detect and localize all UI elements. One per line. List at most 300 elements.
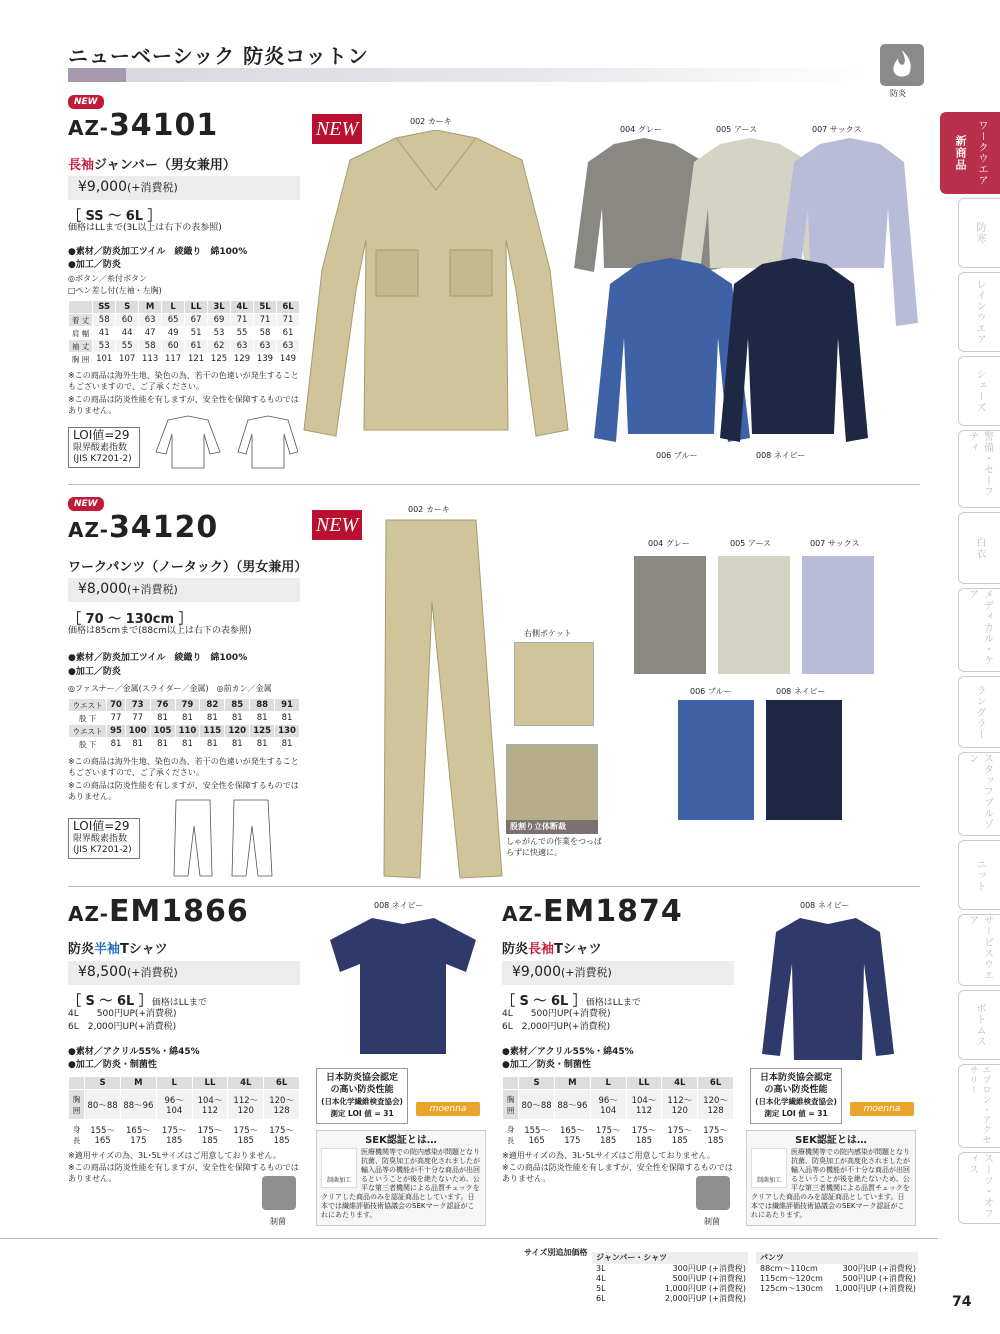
pocket-label: 右側ポケット — [524, 629, 572, 638]
size-up-6l: 6L 2,000円UP(+消費税) — [502, 1022, 611, 1032]
page-number: 74 — [952, 1294, 972, 1310]
table-cell: 81 — [250, 712, 275, 725]
tab-cold[interactable]: 防寒 — [958, 198, 1000, 268]
table-cell: 41 — [93, 327, 116, 340]
color-blue: 006 ブルー — [656, 451, 698, 460]
tab-wrangler[interactable]: ラングラー — [958, 676, 1000, 748]
table-cell: 155〜165 — [519, 1120, 555, 1150]
table-cell: 175〜185 — [698, 1120, 734, 1150]
cert-line2: の高い防炎性能 — [330, 1085, 394, 1095]
table-cell: 81 — [150, 712, 175, 725]
table-cell: 58 — [139, 340, 162, 353]
table-cell: 胸 囲 — [69, 1090, 85, 1120]
table-cell: 88〜96 — [554, 1090, 590, 1120]
table-cell: 81 — [175, 738, 200, 751]
table-cell: 79 — [175, 699, 200, 712]
header-bar — [68, 68, 868, 82]
product-name-highlight: 長袖 — [68, 158, 95, 173]
table-cell: ウエスト — [69, 699, 107, 712]
table-cell: 77 — [107, 712, 125, 725]
model-number — [68, 108, 218, 143]
note-size: ※適用サイズの為、3L･5Lサイズはご用意しておりません。 — [68, 1151, 281, 1160]
table-cell: S — [519, 1077, 555, 1090]
tab-bottoms[interactable]: ボトムス — [958, 990, 1000, 1060]
antibacterial-icon — [262, 1176, 296, 1210]
table-cell: 500円UP (+消費税) — [842, 1274, 916, 1283]
table-cell: 130 — [275, 725, 300, 738]
model-number — [68, 510, 218, 545]
table-cell: 88cm～110cm — [760, 1264, 818, 1273]
product-name: ワークパンツ（ノータック）（男女兼用） — [68, 560, 308, 575]
cert-line1: 日本防炎協会認定 — [325, 1073, 398, 1083]
cert-box — [316, 1068, 408, 1124]
table-cell: 49 — [162, 327, 185, 340]
table-cell: 1,000円UP (+消費税) — [834, 1284, 916, 1293]
price: ¥8,000 — [78, 581, 127, 597]
table-cell: 61 — [276, 327, 299, 340]
new-sticker: NEW — [312, 510, 362, 540]
new-product-label: 新商品 — [954, 135, 967, 171]
table-cell: 125 — [208, 353, 231, 366]
spec-process: ●加工／防炎・制菌性 — [502, 1060, 591, 1070]
table-cell: 71 — [276, 314, 299, 327]
spec-material: ●素材／アクリル55%・綿45% — [502, 1047, 634, 1057]
table-cell: 81 — [175, 712, 200, 725]
table-cell: 81 — [275, 712, 300, 725]
table-cell: 80〜88 — [85, 1090, 121, 1120]
color-navy: 008 ネイビー — [776, 687, 826, 696]
model-prefix: AZ- — [68, 518, 109, 542]
table-cell: 胸 囲 — [69, 353, 93, 366]
table-cell: 着 丈 — [69, 314, 93, 327]
note-safety: ※この商品は防炎性能を有しますが、安全性を保障するものではありません。 — [68, 1163, 299, 1183]
spec-material: ●素材／アクリル55%・綿45% — [68, 1047, 200, 1057]
color-main: 002 カーキ — [408, 505, 450, 514]
product-name — [502, 938, 602, 957]
table-cell: 肩 幅 — [69, 327, 93, 340]
table-cell: 67 — [185, 314, 208, 327]
table-cell: 71 — [254, 314, 277, 327]
price-tax: (+消費税) — [561, 966, 612, 979]
table-cell: 175〜185 — [228, 1120, 264, 1150]
sek-body: 医療機関等での院内感染が問題となり抗菌、防臭加工が高度化されましたが輸入品等の機能が不十分な商品が出回るということが後を絶たないため、公平な第三者機関による品質チェックをクリアした商品のみを認証商品としています。日本では繊維評価技術協議会のSEKマーク認証がこれにあたります。 — [321, 1148, 480, 1219]
moenna-logo: moenna — [850, 1102, 914, 1116]
cert-line4: 測定 LOI 値 = 31 — [330, 1109, 394, 1118]
table-cell: 44 — [116, 327, 139, 340]
table-cell: S — [116, 301, 139, 314]
table-cell: 112〜120 — [662, 1090, 698, 1120]
table-cell: 85 — [225, 699, 250, 712]
loi-box — [68, 818, 140, 859]
table-cell — [69, 301, 93, 314]
footer-col2 — [760, 1264, 916, 1294]
table-cell: 身 長 — [69, 1120, 85, 1150]
loi-box — [68, 427, 140, 468]
table-cell: 胸 囲 — [503, 1090, 519, 1120]
footer-divider — [0, 1238, 938, 1239]
table-cell: 82 — [200, 699, 225, 712]
note-color: ※この商品は海外生地、染色の為、若干の色違いが発生することもございますので、ご了承ください。 — [68, 757, 299, 777]
cert-box — [750, 1068, 842, 1124]
pants-earth — [718, 556, 790, 674]
color-sax: 007 サックス — [812, 125, 862, 134]
spec-process: ●加工／防炎 — [68, 667, 121, 677]
sek-badge: 制菌加工 — [321, 1148, 357, 1188]
pants-blue — [678, 700, 754, 820]
tab-safety[interactable]: 警備・セーフティ — [958, 430, 1000, 508]
size-range: ［ S ～ 6L ］ — [68, 994, 152, 1009]
table-cell: 300円UP (+消費税) — [672, 1264, 746, 1273]
tab-shoes[interactable]: シューズ — [958, 356, 1000, 426]
table-cell: 300円UP (+消費税) — [842, 1264, 916, 1273]
table-cell: 115cm～120cm — [760, 1274, 823, 1283]
table-cell: 69 — [208, 314, 231, 327]
pants-navy — [766, 700, 842, 820]
table-cell: 60 — [116, 314, 139, 327]
price-tax: (+消費税) — [127, 966, 178, 979]
table-cell: 4L — [228, 1077, 264, 1090]
tab-whitecoat[interactable]: 白衣 — [958, 512, 1000, 584]
longsleeve-navy — [760, 914, 896, 1064]
loi-standard: (JIS K7201-2) — [73, 454, 132, 464]
table-cell: 115 — [200, 725, 225, 738]
model-prefix: AZ- — [68, 116, 109, 140]
color-navy: 008 ネイビー — [374, 901, 424, 910]
color-main: 002 カーキ — [410, 117, 452, 126]
table-cell: 80〜88 — [519, 1090, 555, 1120]
table-cell: 63 — [254, 340, 277, 353]
table-cell: 121 — [185, 353, 208, 366]
footer-col1 — [596, 1264, 746, 1304]
size-table — [68, 1076, 300, 1150]
table-cell: 175〜185 — [662, 1120, 698, 1150]
table-cell: 1,000円UP (+消費税) — [664, 1284, 746, 1293]
table-cell: 77 — [125, 712, 150, 725]
note-safety: ※この商品は防炎性能を有しますが、安全性を保障するものではありません。 — [502, 1163, 733, 1183]
loi-value: LOI値=29 — [73, 819, 130, 833]
footer-label: サイズ別追加価格 — [524, 1248, 588, 1257]
product-name-highlight: 半袖 — [94, 942, 121, 957]
table-cell: 112〜120 — [228, 1090, 264, 1120]
table-cell: 81 — [107, 738, 125, 751]
table-cell: 105 — [150, 725, 175, 738]
table-cell: 175〜185 — [192, 1120, 228, 1150]
table-cell: ウエスト — [69, 725, 107, 738]
table-cell: 120〜128 — [264, 1090, 300, 1120]
model-prefix: AZ- — [502, 902, 543, 926]
size-table — [68, 300, 300, 366]
jacket-line-drawing — [148, 412, 298, 474]
model-num: EM1866 — [108, 894, 249, 929]
table-cell: 101 — [93, 353, 116, 366]
tab-workwear-label: ワークウエア — [976, 120, 987, 186]
size-note: 価格はLLまで — [151, 998, 207, 1008]
table-cell: 55 — [231, 327, 254, 340]
table-cell: 110 — [175, 725, 200, 738]
table-cell: 6L — [596, 1294, 606, 1303]
product-name-post: Tシャツ — [554, 942, 602, 957]
size-up-6l: 6L 2,000円UP(+消費税) — [68, 1022, 177, 1032]
tab-workwear[interactable] — [940, 112, 1000, 194]
color-earth: 005 アース — [730, 539, 772, 548]
model-num: 34101 — [108, 108, 219, 143]
model-num: 34120 — [108, 510, 219, 545]
size-table — [502, 1076, 734, 1150]
table-cell: 73 — [125, 699, 150, 712]
table-cell: 5L — [254, 301, 277, 314]
product-name — [68, 938, 168, 957]
table-cell: 149 — [276, 353, 299, 366]
pants-khaki — [380, 512, 510, 882]
table-cell: 175〜185 — [156, 1120, 192, 1150]
table-cell: 65 — [162, 314, 185, 327]
color-gray: 004 グレー — [648, 539, 690, 548]
table-cell: 51 — [185, 327, 208, 340]
table-cell: 53 — [208, 327, 231, 340]
table-cell: 91 — [275, 699, 300, 712]
table-cell: 129 — [231, 353, 254, 366]
model-num: EM1874 — [542, 894, 683, 929]
table-cell: 175〜185 — [590, 1120, 626, 1150]
table-cell: 58 — [254, 327, 277, 340]
loi-standard: (JIS K7201-2) — [73, 845, 132, 855]
table-cell: LL — [192, 1077, 228, 1090]
price-box — [68, 578, 300, 602]
moenna-logo: moenna — [416, 1102, 480, 1116]
tab-suit[interactable]: スーツ・オフィス — [958, 1152, 1000, 1224]
sek-title: SEK認証とは… — [365, 1135, 437, 1146]
table-cell: 身 長 — [503, 1120, 519, 1150]
pants-line-drawing — [168, 796, 288, 880]
table-cell: 70 — [107, 699, 125, 712]
spec-process: ●加工／防炎・制菌性 — [68, 1060, 157, 1070]
table-cell — [69, 1077, 85, 1090]
table-cell: 53 — [93, 340, 116, 353]
tab-staff[interactable]: スタッフブルゾン — [958, 752, 1000, 836]
color-gray: 004 グレー — [620, 125, 662, 134]
table-cell: 81 — [250, 738, 275, 751]
table-cell: L — [156, 1077, 192, 1090]
loi-label: 限界酸素指数 — [73, 834, 128, 844]
color-sax: 007 サックス — [810, 539, 860, 548]
table-cell: 3L — [208, 301, 231, 314]
table-cell: 117 — [162, 353, 185, 366]
section-divider — [68, 886, 920, 887]
product-name-highlight: 長袖 — [528, 942, 555, 957]
tab-medical[interactable]: メディカル・ケア — [958, 588, 1000, 672]
new-sticker: NEW — [312, 114, 362, 144]
table-cell: SS — [93, 301, 116, 314]
antibacterial-label: 制菌 — [270, 1217, 286, 1226]
size-up-4l: 4L 500円UP(+消費税) — [68, 1009, 177, 1019]
cert-line2: の高い防炎性能 — [764, 1085, 828, 1095]
price-box — [68, 961, 300, 985]
table-cell: 120 — [225, 725, 250, 738]
table-cell: M — [139, 301, 162, 314]
product-name-pre: 防炎 — [502, 942, 529, 957]
table-cell: 88 — [250, 699, 275, 712]
tshirt-navy — [328, 914, 478, 1060]
product-name-pre: 防炎 — [68, 942, 95, 957]
table-cell: 袖 丈 — [69, 340, 93, 353]
loi-value: LOI値=29 — [73, 428, 130, 442]
size-range: ［ SS ～ 6L ］ — [68, 209, 161, 224]
size-up-4l: 4L 500円UP(+消費税) — [502, 1009, 611, 1019]
table-cell: 5L — [596, 1284, 606, 1293]
table-cell: 125cm～130cm — [760, 1284, 823, 1293]
table-cell: 60 — [162, 340, 185, 353]
table-cell: 104〜112 — [626, 1090, 662, 1120]
price-tax: (+消費税) — [127, 583, 178, 596]
table-cell: 4L — [231, 301, 254, 314]
table-cell: 175〜185 — [626, 1120, 662, 1150]
table-cell: 120〜128 — [698, 1090, 734, 1120]
spec-process: ●加工／防炎 — [68, 260, 121, 270]
pants-gray — [634, 556, 706, 674]
header-bar-accent — [68, 68, 126, 82]
table-cell: 81 — [225, 738, 250, 751]
table-cell: 63 — [139, 314, 162, 327]
pocket-photo — [514, 642, 594, 726]
table-cell: L — [162, 301, 185, 314]
table-cell: 81 — [150, 738, 175, 751]
table-cell: LL — [185, 301, 208, 314]
table-cell: 47 — [139, 327, 162, 340]
knee-label: 股割り立体断裁 — [506, 820, 598, 834]
table-cell: 股 下 — [69, 712, 107, 725]
table-cell: 股 下 — [69, 738, 107, 751]
table-cell: LL — [626, 1077, 662, 1090]
table-cell: 88〜96 — [120, 1090, 156, 1120]
footer-col1-title: ジャンパー・シャツ — [592, 1252, 748, 1264]
table-cell: 62 — [208, 340, 231, 353]
cert-line3: (日本化学繊維検査協会) — [755, 1097, 837, 1106]
table-cell: M — [554, 1077, 590, 1090]
table-cell: 104〜112 — [192, 1090, 228, 1120]
table-cell: S — [85, 1077, 121, 1090]
note-safety: ※この商品は防炎性能を有しますが、安全性を保障するものではありません。 — [68, 781, 299, 801]
table-cell: 81 — [275, 738, 300, 751]
spec-pen: □ペン差し付(左袖・左胸) — [68, 286, 162, 295]
section-divider — [68, 484, 920, 485]
tab-rain[interactable]: レインウエア — [958, 272, 1000, 352]
table-cell: 4L — [662, 1077, 698, 1090]
table-cell: 63 — [276, 340, 299, 353]
product-name-rest: ジャンバー（男女兼用） — [94, 158, 236, 173]
sek-badge: 制菌加工 — [751, 1148, 787, 1188]
knee-desc: しゃがんでの作業をつっぱらずに快適に。 — [506, 837, 602, 857]
table-cell — [503, 1077, 519, 1090]
sek-title: SEK認証とは… — [795, 1135, 867, 1146]
cert-line1: 日本防炎協会認定 — [759, 1073, 832, 1083]
table-cell: 6L — [698, 1077, 734, 1090]
footer-col2-title: パンツ — [756, 1252, 918, 1264]
size-line — [502, 990, 641, 1010]
table-cell: 76 — [150, 699, 175, 712]
size-note: 価格は85cmまで(88cm以上は右下の表参照) — [68, 626, 252, 636]
price-box — [502, 961, 734, 985]
model-number — [68, 894, 249, 929]
model-prefix: AZ- — [68, 902, 109, 926]
table-cell: 4L — [596, 1274, 606, 1283]
tab-knit[interactable]: ニット — [958, 840, 1000, 910]
table-cell: 6L — [276, 301, 299, 314]
note-safety: ※この商品は防炎性能を有しますが、安全性を保障するものではありません。 — [68, 395, 299, 415]
sek-box — [746, 1130, 916, 1226]
size-line — [68, 990, 207, 1010]
table-cell: 500円UP (+消費税) — [672, 1274, 746, 1283]
spec-zipper: ◎ファスナー／金属(スライダー／金属) ◎前カン／金属 — [68, 684, 272, 693]
table-cell: 81 — [225, 712, 250, 725]
size-note: 価格はLLまで — [585, 998, 641, 1008]
table-cell: 155〜165 — [85, 1120, 121, 1150]
table-cell: 139 — [254, 353, 277, 366]
table-cell: 125 — [250, 725, 275, 738]
jacket-khaki — [300, 130, 572, 452]
table-cell: 100 — [125, 725, 150, 738]
table-cell: 6L — [264, 1077, 300, 1090]
size-range: ［ S ～ 6L ］ — [502, 994, 586, 1009]
cert-line4: 測定 LOI 値 = 31 — [764, 1109, 828, 1118]
table-cell: 81 — [200, 712, 225, 725]
color-navy: 008 ネイビー — [756, 451, 806, 460]
flame-icon — [880, 44, 924, 86]
antibacterial-icon — [696, 1176, 730, 1210]
table-cell: 61 — [185, 340, 208, 353]
table-cell: 3L — [596, 1264, 606, 1273]
table-cell: 71 — [231, 314, 254, 327]
table-cell: 96〜104 — [590, 1090, 626, 1120]
table-cell: 165〜175 — [554, 1120, 590, 1150]
loi-label: 限界酸素指数 — [73, 443, 128, 453]
sek-box — [316, 1130, 486, 1226]
jacket-navy — [720, 258, 870, 444]
tab-service[interactable]: サービスウエア — [958, 914, 1000, 986]
table-cell: 81 — [200, 738, 225, 751]
table-cell: 55 — [116, 340, 139, 353]
product-name — [68, 154, 236, 173]
color-earth: 005 アース — [716, 125, 758, 134]
product-name-post: Tシャツ — [120, 942, 168, 957]
table-cell: 2,000円UP (+消費税) — [664, 1294, 746, 1303]
sek-body: 医療機関等での院内感染が問題となり抗菌、防臭加工が高度化されましたが輸入品等の機能が不十分な商品が出回るということが後を絶たないため、公平な第三者機関による品質チェックをクリアした商品のみを認証商品としています。日本では繊維評価技術協議会のSEKマーク認証がこれにあたります。 — [751, 1148, 910, 1219]
color-blue: 006 ブルー — [690, 687, 732, 696]
new-badge: NEW — [68, 497, 104, 511]
size-table — [68, 698, 300, 751]
spec-material: ●素材／防炎加工ツイル 綾織り 綿100% — [68, 247, 248, 257]
table-cell: L — [590, 1077, 626, 1090]
table-cell: 96〜104 — [156, 1090, 192, 1120]
size-note: 価格はLLまで(3L以上は右下の表参照) — [68, 223, 222, 233]
price-box — [68, 176, 300, 200]
color-navy: 008 ネイビー — [800, 901, 850, 910]
table-cell: 113 — [139, 353, 162, 366]
table-cell: 81 — [125, 738, 150, 751]
fire-label: 防炎 — [890, 89, 906, 98]
table-cell: 107 — [116, 353, 139, 366]
model-number — [502, 894, 683, 929]
pants-sax — [802, 556, 874, 674]
tab-apron[interactable]: エプロン・アクセサリー — [958, 1064, 1000, 1148]
spec-button: ◎ボタン／糸付ボタン — [68, 274, 147, 283]
page-title: ニューベーシック 防炎コットン — [68, 44, 369, 68]
table-cell: 175〜185 — [264, 1120, 300, 1150]
table-cell: 165〜175 — [120, 1120, 156, 1150]
table-cell: 58 — [93, 314, 116, 327]
table-cell: 63 — [231, 340, 254, 353]
size-range: ［ 70 ～ 130cm ］ — [68, 612, 192, 627]
table-cell: 95 — [107, 725, 125, 738]
